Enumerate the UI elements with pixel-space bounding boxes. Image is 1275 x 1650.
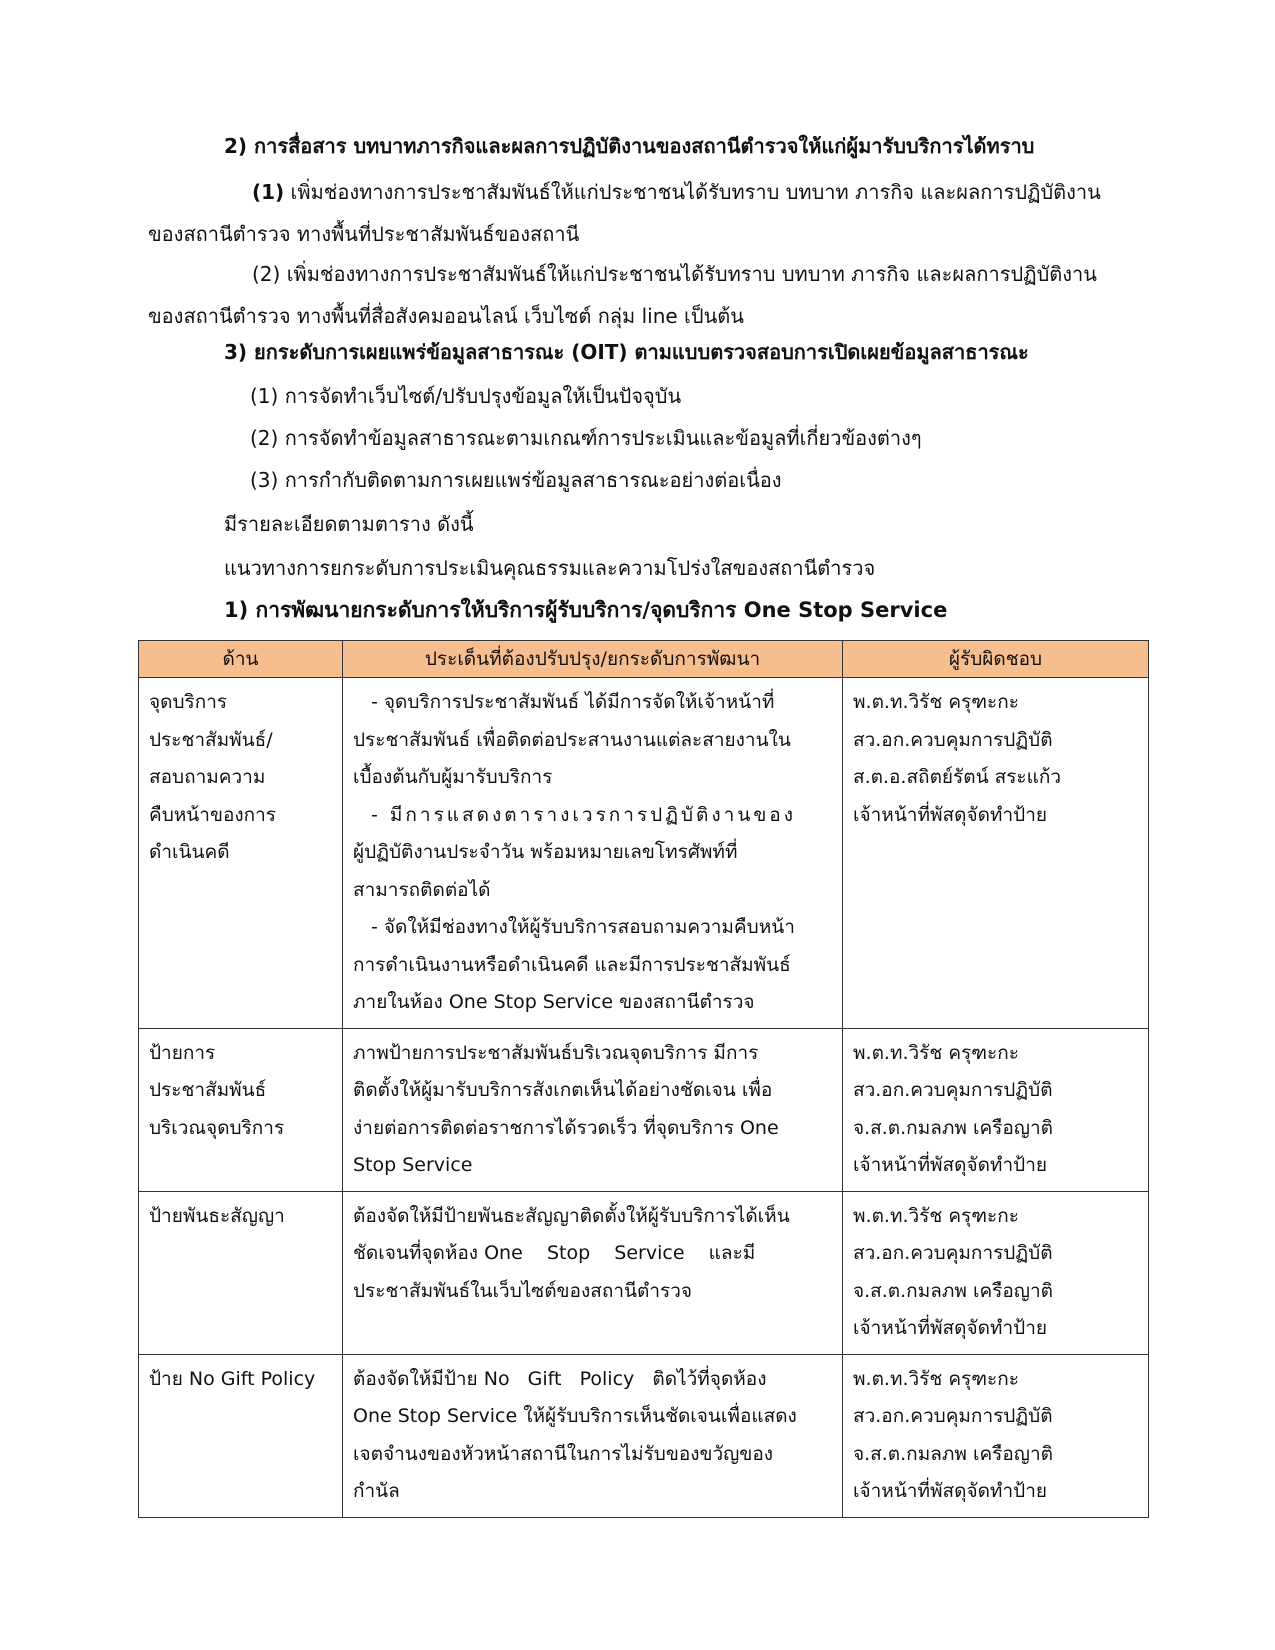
issue-line: ภาพป้ายการประชาสัมพันธ์บริเวณจุดบริการ มีการ [353, 1041, 759, 1064]
issue-line: ชัดเจนที่จุดห้อง One Stop Service และมี [353, 1242, 756, 1264]
section2-item1-line1 [252, 178, 1101, 206]
issue-line: Stop Service [353, 1154, 473, 1176]
issue-line: ประชาสัมพันธ์ในเว็บไซต์ของสถานีตำรวจ [353, 1279, 692, 1302]
responsible-cell [843, 1354, 1149, 1517]
responsible-line: เจ้าหน้าที่พัสดุจัดทำป้าย [853, 803, 1047, 826]
table-row [139, 1354, 1149, 1517]
section3-item-3: (3) การกำกับติดตามการเผยแพร่ข้อมูลสาธารณะอย่างต่อเนื่อง [250, 468, 782, 492]
responsible-line: พ.ต.ท.วิรัช ครุฑะกะ [853, 1367, 1019, 1390]
issue-line: - มีการแสดงตารางเวรการปฏิบัติงานของ [371, 803, 796, 826]
table-header-row [139, 641, 1149, 678]
issue-cell [343, 1354, 843, 1517]
responsible-line: จ.ส.ต.กมลภพ เครือญาติ [853, 1279, 1053, 1302]
header-responsible: ผู้รับผิดชอบ [843, 641, 1149, 678]
aspect-line: คืบหน้าของการ [149, 803, 277, 826]
aspect-line: ประชาสัมพันธ์ [149, 1079, 267, 1101]
responsible-line: เจ้าหน้าที่พัสดุจัดทำป้าย [853, 1480, 1047, 1502]
aspect-cell [139, 1191, 343, 1354]
aspect-line: จุดบริการ [149, 691, 228, 713]
issue-line: กำนัล [353, 1480, 400, 1502]
header-issue: ประเด็นที่ต้องปรับปรุง/ยกระดับการพัฒนา [343, 641, 843, 678]
issue-line: ติดตั้งให้ผู้มารับบริการสังเกตเห็นได้อย่างชัดเจน เพื่อ [353, 1079, 773, 1101]
guideline-title: แนวทางการยกระดับการประเมินคุณธรรมและความโปร่งใสของสถานีตำรวจ [224, 556, 876, 580]
issue-line: ผู้ปฏิบัติงานประจำวัน พร้อมหมายเลขโทรศัพท์ที่ [353, 841, 738, 863]
section2-item1-text: เพิ่มช่องทางการประชาสัมพันธ์ให้แก่ประชาชนได้รับทราบ บทบาท ภารกิจ และผลการปฏิบัติงาน [284, 180, 1101, 204]
responsible-line: พ.ต.ท.วิรัช ครุฑะกะ [853, 691, 1019, 713]
section3-item-1: (1) การจัดทำเว็บไซต์/ปรับปรุงข้อมูลให้เป็นปัจจุบัน [250, 384, 682, 408]
issue-line: เบื้องต้นกับผู้มารับบริการ [353, 766, 553, 788]
issue-line: ประชาสัมพันธ์ เพื่อติดต่อประสานงานแต่ละสายงานใน [353, 728, 791, 751]
aspect-line: ป้ายการ [149, 1041, 216, 1064]
responsible-line: พ.ต.ท.วิรัช ครุฑะกะ [853, 1041, 1019, 1064]
issue-cell [343, 1191, 843, 1354]
responsible-line: สว.อก.ควบคุมการปฏิบัติ [853, 1079, 1053, 1101]
section2-item1-prefix: (1) [252, 180, 285, 204]
responsible-cell [843, 1191, 1149, 1354]
issue-cell [343, 678, 843, 1029]
issue-cell [343, 1028, 843, 1191]
section2-item1-line2: ของสถานีตำรวจ ทางพื้นที่ประชาสัมพันธ์ของสถานี [148, 222, 580, 246]
aspect-cell [139, 678, 343, 1029]
section2-item2-line2: ของสถานีตำรวจ ทางพื้นที่สื่อสังคมออนไลน์ เว็บไซต์ กลุ่ม line เป็นต้น [148, 304, 744, 328]
section3-heading: 3) ยกระดับการเผยแพร่ข้อมูลสาธารณะ (OIT) ตามแบบตรวจสอบการเปิดเผยข้อมูลสาธารณะ [224, 340, 1029, 364]
aspect-cell [139, 1354, 343, 1517]
aspect-line: บริเวณจุดบริการ [149, 1116, 285, 1139]
issue-line: One Stop Service ให้ผู้รับบริการเห็นชัดเจนเพื่อแสดง [353, 1405, 797, 1427]
responsible-line: เจ้าหน้าที่พัสดุจัดทำป้าย [853, 1154, 1047, 1176]
issue-line: ภายในห้อง One Stop Service ของสถานีตำรวจ [353, 991, 755, 1013]
responsible-line: เจ้าหน้าที่พัสดุจัดทำป้าย [853, 1317, 1047, 1339]
table-row [139, 678, 1149, 1029]
aspect-line: ป้ายพันธะสัญญา [149, 1204, 285, 1227]
issue-line: ต้องจัดให้มีป้ายพันธะสัญญาติดตั้งให้ผู้รับบริการได้เห็น [353, 1204, 790, 1227]
table-row [139, 1028, 1149, 1191]
issue-line: เจตจำนงของหัวหน้าสถานีในการไม่รับของขวัญของ [353, 1442, 774, 1465]
aspect-line: ดำเนินคดี [149, 841, 230, 863]
table-title: 1) การพัฒนายกระดับการให้บริการผู้รับบริการ/จุดบริการ One Stop Service [224, 598, 948, 622]
section3-item-2: (2) การจัดทำข้อมูลสาธารณะตามเกณฑ์การประเมินและข้อมูลที่เกี่ยวข้องต่างๆ [250, 426, 922, 450]
section2-item2-line1: (2) เพิ่มช่องทางการประชาสัมพันธ์ให้แก่ประชาชนได้รับทราบ บทบาท ภารกิจ และผลการปฏิบัติงาน [252, 262, 1097, 286]
service-table [138, 640, 1149, 1518]
section2-heading: 2) การสื่อสาร บทบาทภารกิจและผลการปฏิบัติงานของสถานีตำรวจให้แก่ผู้มารับบริการได้ทราบ [224, 134, 1035, 158]
responsible-line: สว.อก.ควบคุมการปฏิบัติ [853, 1405, 1053, 1427]
responsible-line: จ.ส.ต.กมลภพ เครือญาติ [853, 1116, 1053, 1139]
detail-note: มีรายละเอียดตามตาราง ดังนี้ [224, 512, 474, 536]
responsible-line: จ.ส.ต.กมลภพ เครือญาติ [853, 1442, 1053, 1465]
issue-line: ต้องจัดให้มีป้าย No Gift Policy ติดไว้ที่จุดห้อง [353, 1367, 767, 1390]
responsible-line: สว.อก.ควบคุมการปฏิบัติ [853, 1242, 1053, 1264]
responsible-line: ส.ต.อ.สถิตย์รัตน์ สระแก้ว [853, 766, 1062, 788]
table-row [139, 1191, 1149, 1354]
issue-line: การดำเนินงานหรือดำเนินคดี และมีการประชาสัมพันธ์ [353, 953, 791, 976]
responsible-line: พ.ต.ท.วิรัช ครุฑะกะ [853, 1204, 1019, 1227]
header-aspect: ด้าน [139, 641, 343, 678]
aspect-line: ประชาสัมพันธ์/ [149, 728, 273, 751]
responsible-cell [843, 678, 1149, 1029]
responsible-cell [843, 1028, 1149, 1191]
issue-line: - จัดให้มีช่องทางให้ผู้รับบริการสอบถามความคืบหน้า [371, 916, 795, 938]
issue-line: สามารถติดต่อได้ [353, 878, 491, 901]
aspect-line: ป้าย No Gift Policy [149, 1367, 316, 1390]
aspect-line: สอบถามความ [149, 766, 266, 788]
aspect-cell [139, 1028, 343, 1191]
responsible-line: สว.อก.ควบคุมการปฏิบัติ [853, 728, 1053, 751]
issue-line: ง่ายต่อการติดต่อราชการได้รวดเร็ว ที่จุดบริการ One [353, 1116, 779, 1139]
issue-line: - จุดบริการประชาสัมพันธ์ ได้มีการจัดให้เจ้าหน้าที่ [371, 691, 775, 713]
